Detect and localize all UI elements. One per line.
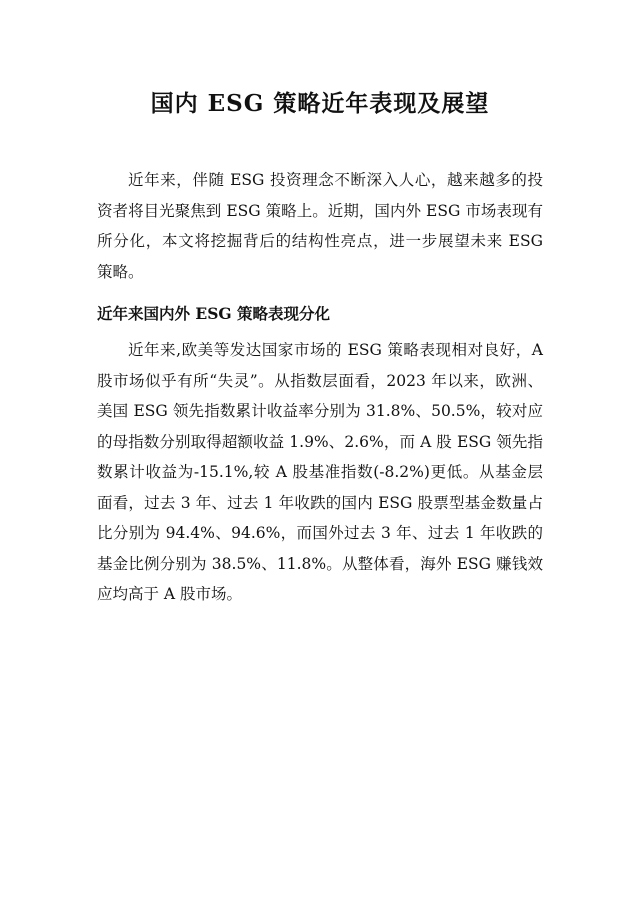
intro-paragraph: 近年来，伴随 ESG 投资理念不断深入人心，越来越多的投资者将目光聚焦到 ESG 策略上。近期，国内外 ESG 市场表现有所分化，本文将挖掘背后的结构性亮点，进一步展望未来 ESG 策略。 (97, 171, 543, 281)
document-title: 国内 ESG 策略近年表现及展望 (150, 90, 490, 117)
section-paragraph: 近年来,欧美等发达国家市场的 ESG 策略表现相对良好，A 股市场似乎有所“失灵”。从指数层面看，2023 年以来，欧洲、美国 ESG 领先指数累计收益率分别为 31.8%、50.5%，较对应的母指数分别取得超额收益 1.9%、2.6%，而 A 股 ESG 领先指数累计收益为-15.1%,较 A 股基准指数(-8.2%)更低。从基金层面看，过去 3 年、过去 1 年收跌的国内 ESG 股票型基金数量占比分别为 94.4%、94.6%，而国外过去 3 年、过去 1 年收跌的基金比例分别为 38.5%、11.8%。从整体看，海外 ESG 赚钱效应均高于 A 股市场。 (97, 341, 543, 603)
section-heading: 近年来国内外 ESG 策略表现分化 (97, 304, 331, 323)
